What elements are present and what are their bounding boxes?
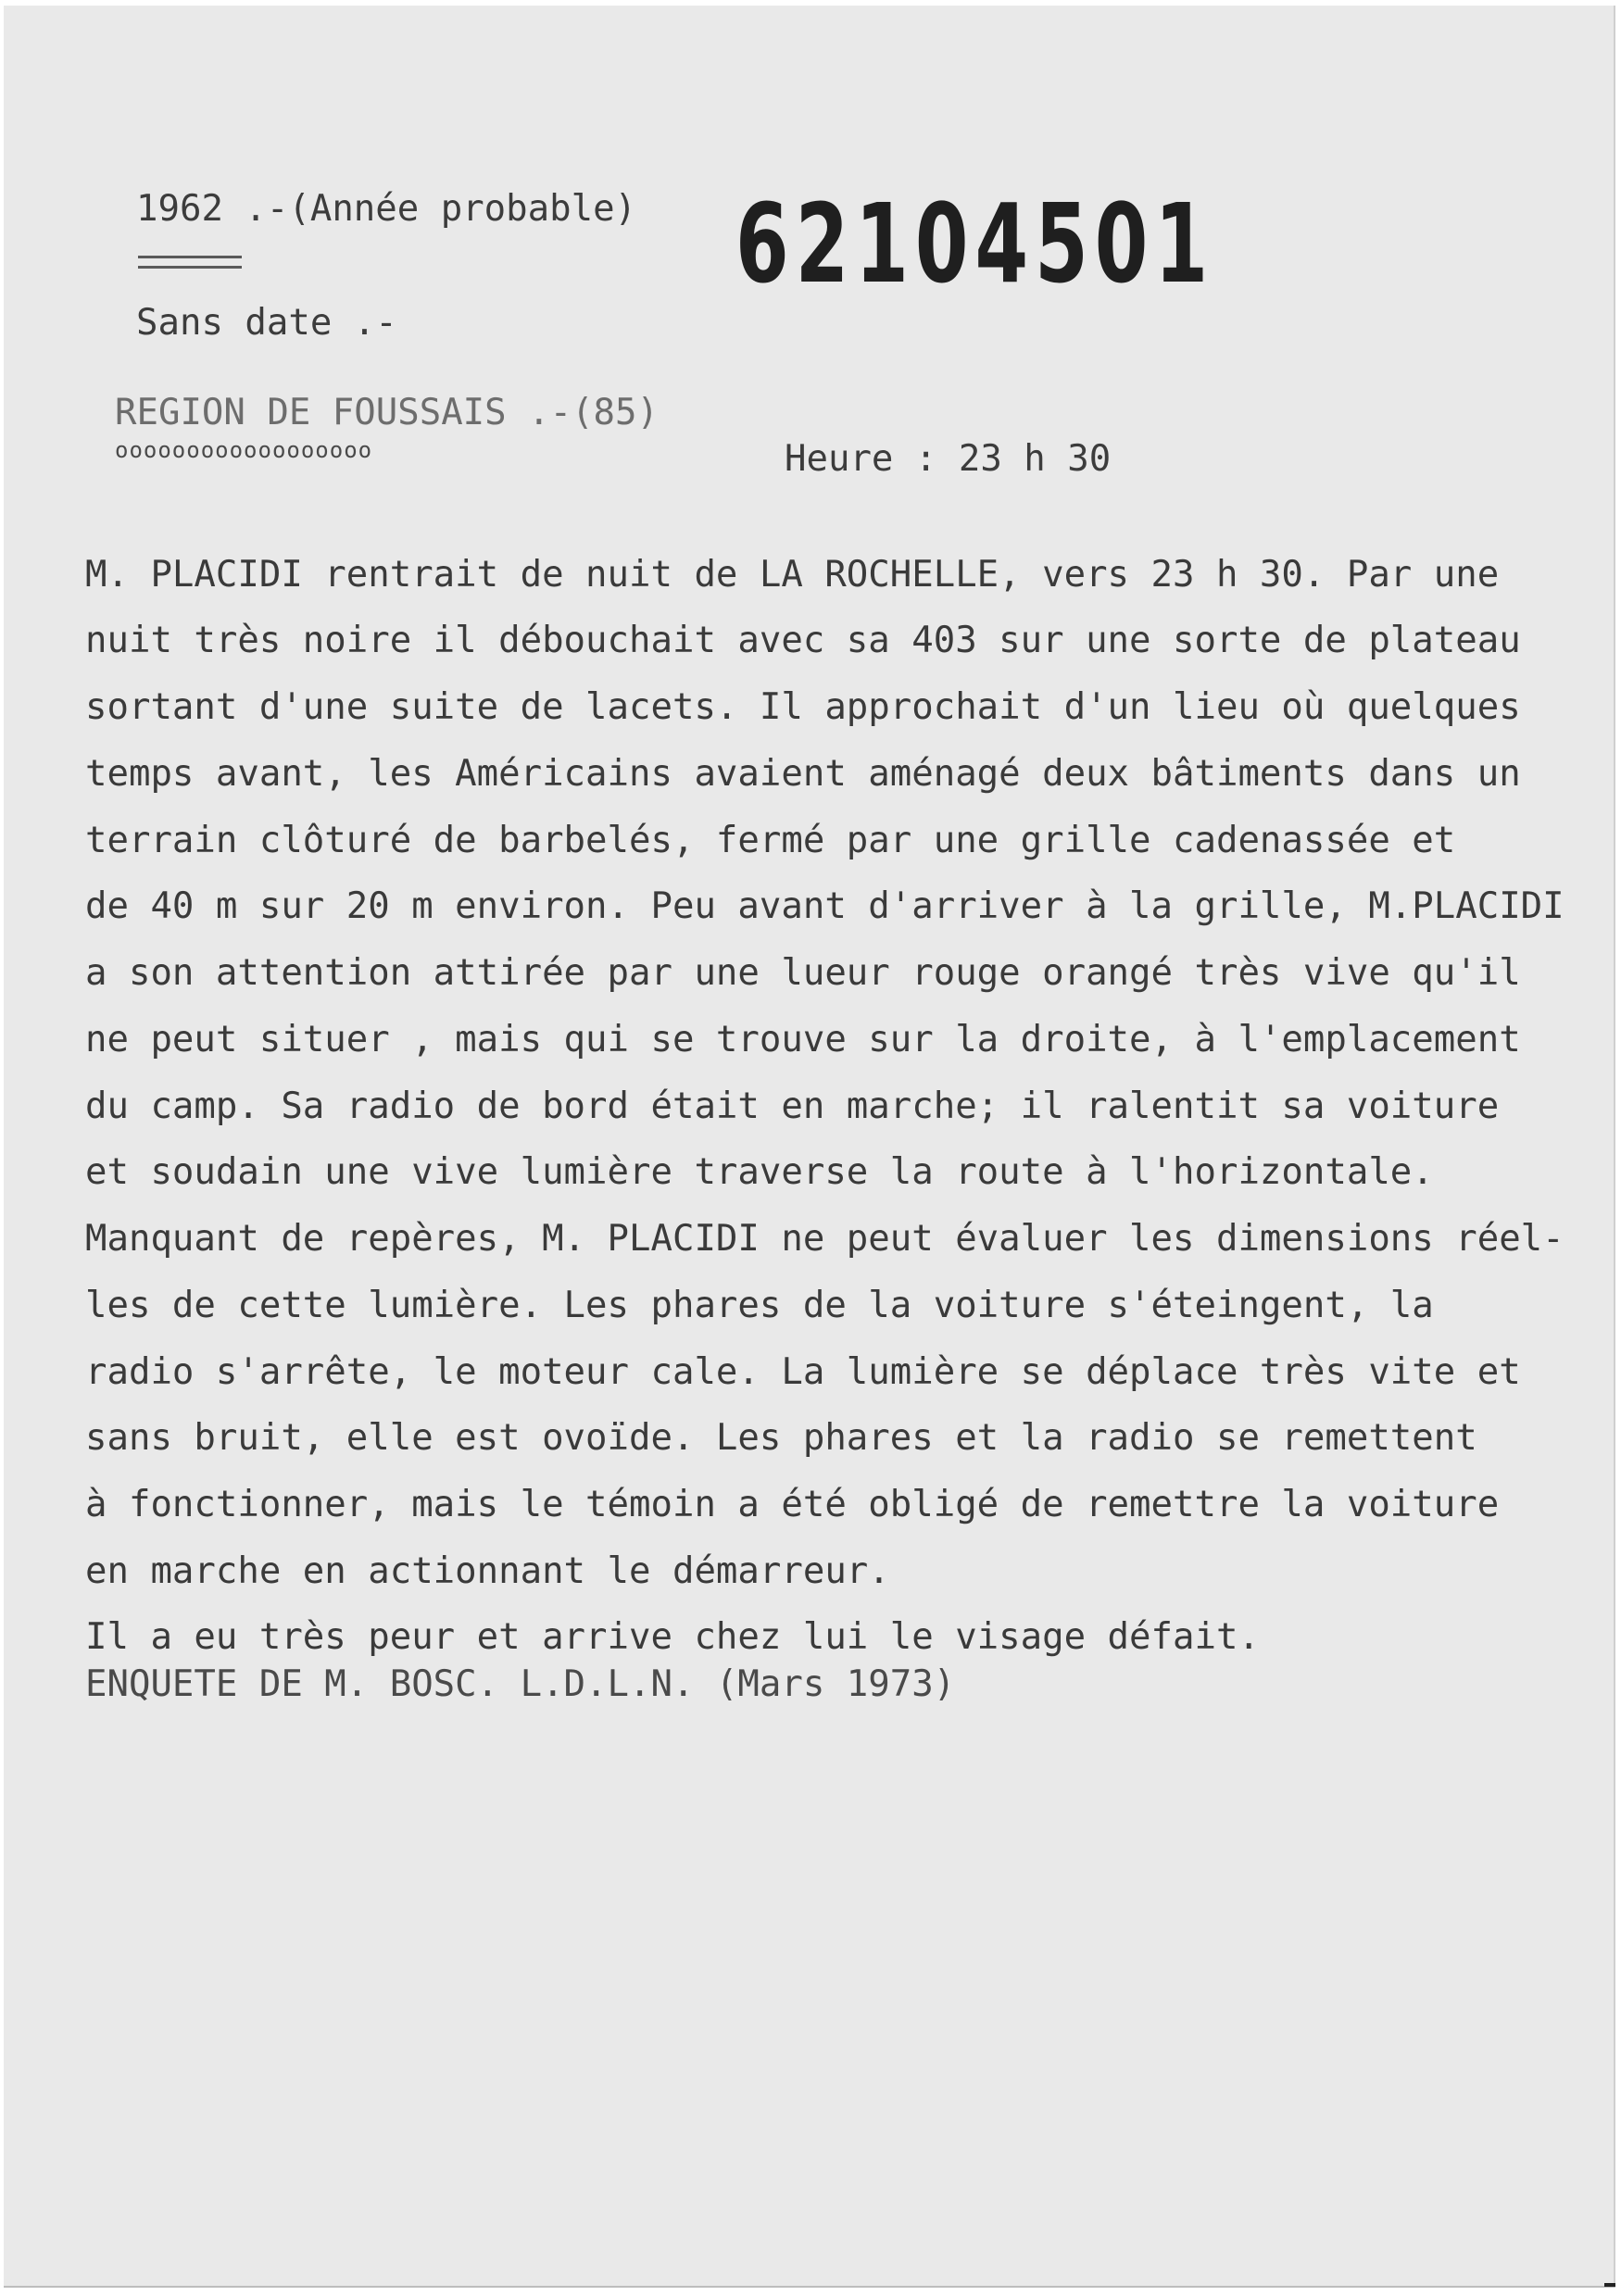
body-line: sortant d'une suite de lacets. Il approchait d'un lieu où quelques [85,686,1521,728]
body-line: Manquant de repères, M. PLACIDI ne peut évaluer les dimensions réel- [85,1218,1564,1260]
body-line: Il a eu très peur et arrive chez lui le visage défait. [85,1616,1260,1658]
body-line: temps avant, les Américains avaient aménagé deux bâtiments dans un [85,753,1521,795]
time-label: Heure : 23 h 30 [785,438,1112,480]
body-line: les de cette lumière. Les phares de la voiture s'éteingent, la [85,1285,1434,1326]
case-number-stamp: 62104501 [735,180,1215,307]
body-line: du camp. Sa radio de bord était en marche; il ralentit sa voiture [85,1085,1500,1127]
body-line: ne peut situer , mais qui se trouve sur la droite, à l'emplacement [85,1019,1521,1060]
body-line: terrain clôturé de barbelés, fermé par une grille cadenassée et [85,820,1456,861]
body-line: a son attention attirée par une lueur rouge orangé très vive qu'il [85,952,1521,994]
body-line: et soudain une vive lumière traverse la route à l'horizontale. [85,1151,1434,1193]
body-line: à fonctionner, mais le témoin a été obligé de remettre la voiture [85,1484,1500,1525]
date-heading: Sans date .- [136,302,397,344]
region-underline: oooooooooooooooooo [115,437,373,463]
investigation-source: ENQUETE DE M. BOSC. L.D.L.N. (Mars 1973) [85,1663,956,1705]
page-corner-mark [1604,2283,1615,2287]
body-line: de 40 m sur 20 m environ. Peu avant d'arriver à la grille, M.PLACIDI [85,885,1564,927]
year-heading: 1962 .-(Année probable) [136,188,637,230]
document-page [4,6,1615,2288]
region-heading: REGION DE FOUSSAIS .-(85) [115,392,659,433]
body-line: en marche en actionnant le démarreur. [85,1550,890,1592]
body-line: sans bruit, elle est ovoïde. Les phares et la radio se remettent [85,1417,1477,1459]
year-double-underline [138,256,242,269]
body-line: radio s'arrête, le moteur cale. La lumière se déplace très vite et [85,1351,1521,1393]
body-line: nuit très noire il débouchait avec sa 403 sur une sorte de plateau [85,620,1521,661]
body-line: M. PLACIDI rentrait de nuit de LA ROCHELLE, vers 23 h 30. Par une [85,554,1500,596]
